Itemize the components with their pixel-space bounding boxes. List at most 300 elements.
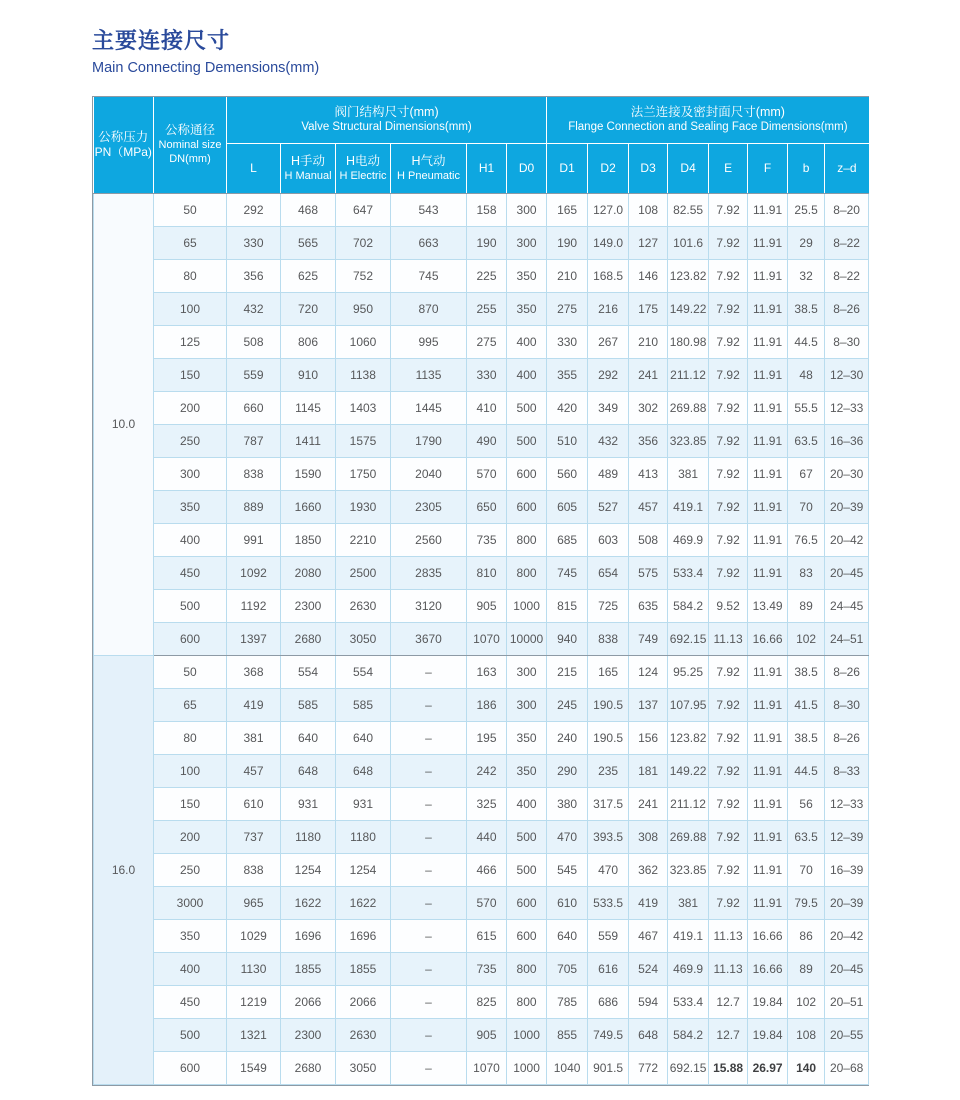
page-subtitle: Main Connecting Demensions(mm)	[92, 60, 320, 76]
dn-value: 600	[154, 1051, 227, 1084]
table-cell: 215	[547, 655, 588, 688]
pn-value: 10.0	[94, 193, 154, 655]
table-cell: 2500	[336, 556, 391, 589]
table-cell: 1130	[227, 952, 281, 985]
table-cell: 211.12	[668, 358, 709, 391]
table-cell: 11.91	[748, 655, 788, 688]
table-cell: 1575	[336, 424, 391, 457]
column-header	[709, 143, 748, 193]
table-cell: 2066	[281, 985, 336, 1018]
table-cell: 2560	[391, 523, 467, 556]
table-cell: –	[391, 985, 467, 1018]
group-header-flange	[547, 97, 869, 143]
table-cell: 1696	[336, 919, 391, 952]
table-cell: 48	[788, 358, 825, 391]
table-cell: –	[391, 754, 467, 787]
table-cell: 650	[467, 490, 507, 523]
table-cell: 720	[281, 292, 336, 325]
table-row	[94, 325, 869, 358]
table-cell: 195	[467, 721, 507, 754]
table-cell: 20–51	[825, 985, 869, 1018]
table-cell: 466	[467, 853, 507, 886]
table-cell: 692.15	[668, 1051, 709, 1084]
table-cell: 545	[547, 853, 588, 886]
dn-value: 600	[154, 622, 227, 655]
table-cell: 692.15	[668, 622, 709, 655]
table-cell: 149.22	[668, 754, 709, 787]
table-cell: 16–36	[825, 424, 869, 457]
table-cell: 543	[391, 193, 467, 226]
table-row	[94, 457, 869, 490]
table-cell: 500	[507, 391, 547, 424]
table-cell: 350	[507, 721, 547, 754]
table-cell: 749	[629, 622, 668, 655]
table-cell: 211.12	[668, 787, 709, 820]
table-cell: 889	[227, 490, 281, 523]
table-cell: 168.5	[588, 259, 629, 292]
table-cell: 8–22	[825, 259, 869, 292]
table-cell: 381	[668, 886, 709, 919]
table-cell: 11.91	[748, 292, 788, 325]
table-cell: 1180	[336, 820, 391, 853]
table-cell: 3050	[336, 622, 391, 655]
table-cell: –	[391, 952, 467, 985]
table-cell: –	[391, 688, 467, 721]
table-cell: 11.91	[748, 490, 788, 523]
table-cell: 11.91	[748, 721, 788, 754]
column-header-zh: H手动	[290, 153, 326, 168]
table-cell: 140	[788, 1051, 825, 1084]
table-cell: 16–39	[825, 853, 869, 886]
table-cell: 2630	[336, 1018, 391, 1051]
table-cell: 11.13	[709, 952, 748, 985]
table-cell: 616	[588, 952, 629, 985]
table-cell: 654	[588, 556, 629, 589]
table-cell: 838	[227, 457, 281, 490]
table-row	[94, 688, 869, 721]
table-cell: 585	[336, 688, 391, 721]
table-cell: 190	[547, 226, 588, 259]
dn-value: 65	[154, 688, 227, 721]
table-cell: 381	[668, 457, 709, 490]
table-cell: 350	[507, 292, 547, 325]
table-cell: 11.91	[748, 556, 788, 589]
dn-value: 500	[154, 589, 227, 622]
table-cell: 991	[227, 523, 281, 556]
table-cell: 38.5	[788, 721, 825, 754]
table-cell: 7.92	[709, 721, 748, 754]
table-row	[94, 721, 869, 754]
table-cell: 19.84	[748, 1018, 788, 1051]
dn-value: 3000	[154, 886, 227, 919]
table-cell: 102	[788, 622, 825, 655]
table-cell: 181	[629, 754, 668, 787]
table-cell: 330	[227, 226, 281, 259]
table-cell: 1660	[281, 490, 336, 523]
table-cell: 2040	[391, 457, 467, 490]
table-cell: 127	[629, 226, 668, 259]
table-cell: 737	[227, 820, 281, 853]
table-cell: 570	[467, 457, 507, 490]
dn-value: 65	[154, 226, 227, 259]
table-cell: 468	[281, 193, 336, 226]
column-header-label: z–d	[837, 161, 857, 175]
dn-value: 300	[154, 457, 227, 490]
table-cell: 508	[227, 325, 281, 358]
table-cell: 685	[547, 523, 588, 556]
table-cell: 615	[467, 919, 507, 952]
dn-value: 150	[154, 787, 227, 820]
table-cell: 12.7	[709, 1018, 748, 1051]
table-cell: –	[391, 1018, 467, 1051]
dn-value: 150	[154, 358, 227, 391]
page-title: 主要连接尺寸	[92, 28, 231, 53]
table-cell: 7.92	[709, 655, 748, 688]
table-cell: 56	[788, 787, 825, 820]
table-cell: –	[391, 721, 467, 754]
table-cell: 838	[227, 853, 281, 886]
table-cell: 269.88	[668, 391, 709, 424]
table-cell: 165	[547, 193, 588, 226]
table-cell: 25.5	[788, 193, 825, 226]
table-cell: 20–39	[825, 886, 869, 919]
table-cell: 175	[629, 292, 668, 325]
table-row	[94, 1051, 869, 1084]
table-cell: 101.6	[668, 226, 709, 259]
table-cell: 15.88	[709, 1051, 748, 1084]
table-cell: 8–30	[825, 688, 869, 721]
table-cell: 527	[588, 490, 629, 523]
table-row	[94, 556, 869, 589]
table-cell: 400	[507, 325, 547, 358]
table-cell: 20–45	[825, 556, 869, 589]
table-cell: 745	[391, 259, 467, 292]
table-row	[94, 292, 869, 325]
dn-value: 450	[154, 556, 227, 589]
table-cell: 20–30	[825, 457, 869, 490]
title-block	[92, 24, 319, 76]
table-cell: 302	[629, 391, 668, 424]
table-cell: 210	[547, 259, 588, 292]
table-cell: 165	[588, 655, 629, 688]
table-cell: 323.85	[668, 424, 709, 457]
table-cell: 965	[227, 886, 281, 919]
table-cell: 186	[467, 688, 507, 721]
column-header-label: D1	[559, 161, 575, 175]
column-header-label: D0	[518, 161, 535, 175]
table-cell: 275	[467, 325, 507, 358]
table-cell: 1092	[227, 556, 281, 589]
table-cell: 11.91	[748, 754, 788, 787]
table-cell: 20–39	[825, 490, 869, 523]
table-cell: 995	[391, 325, 467, 358]
table-row	[94, 787, 869, 820]
table-cell: 400	[507, 787, 547, 820]
table-cell: 11.91	[748, 787, 788, 820]
table-cell: 8–26	[825, 292, 869, 325]
table-cell: –	[391, 919, 467, 952]
table-cell: 393.5	[588, 820, 629, 853]
table-cell: 1549	[227, 1051, 281, 1084]
table-cell: 800	[507, 985, 547, 1018]
table-row	[94, 853, 869, 886]
table-cell: 349	[588, 391, 629, 424]
table-cell: 7.92	[709, 754, 748, 787]
table-cell: 7.92	[709, 424, 748, 457]
table-cell: 8–22	[825, 226, 869, 259]
table-cell: 107.95	[668, 688, 709, 721]
table-cell: 368	[227, 655, 281, 688]
table-row	[94, 1018, 869, 1051]
table-row	[94, 523, 869, 556]
table-cell: 500	[507, 853, 547, 886]
table-cell: 63.5	[788, 820, 825, 853]
table-cell: 1411	[281, 424, 336, 457]
table-cell: 245	[547, 688, 588, 721]
table-cell: 225	[467, 259, 507, 292]
table-cell: 20–68	[825, 1051, 869, 1084]
table-cell: 7.92	[709, 193, 748, 226]
table-cell: 241	[629, 358, 668, 391]
table-cell: 190	[467, 226, 507, 259]
table-cell: 806	[281, 325, 336, 358]
table-cell: 413	[629, 457, 668, 490]
table-cell: 8–20	[825, 193, 869, 226]
table-cell: 350	[507, 754, 547, 787]
table-cell: 242	[467, 754, 507, 787]
table-cell: 469.9	[668, 523, 709, 556]
table-cell: 70	[788, 490, 825, 523]
table-cell: 1029	[227, 919, 281, 952]
table-cell: 300	[507, 688, 547, 721]
table-cell: 269.88	[668, 820, 709, 853]
dn-value: 400	[154, 523, 227, 556]
table-cell: 7.92	[709, 787, 748, 820]
table-cell: 11.91	[748, 820, 788, 853]
table-cell: 79.5	[788, 886, 825, 919]
table-cell: 19.84	[748, 985, 788, 1018]
table-cell: 180.98	[668, 325, 709, 358]
table-cell: 11.13	[709, 919, 748, 952]
table-cell: 735	[467, 952, 507, 985]
dn-value: 200	[154, 820, 227, 853]
table-cell: 7.92	[709, 556, 748, 589]
table-cell: 20–42	[825, 919, 869, 952]
table-cell: 82.55	[668, 193, 709, 226]
column-header	[547, 143, 588, 193]
table-cell: 292	[227, 193, 281, 226]
table-cell: 356	[227, 259, 281, 292]
table-cell: 787	[227, 424, 281, 457]
column-header-label: E	[724, 161, 733, 175]
table-row	[94, 655, 869, 688]
dn-value: 100	[154, 292, 227, 325]
table-cell: 11.91	[748, 358, 788, 391]
column-header-dn	[154, 97, 227, 193]
dn-value: 125	[154, 325, 227, 358]
table-cell: 89	[788, 589, 825, 622]
table-cell: 1850	[281, 523, 336, 556]
table-cell: 308	[629, 820, 668, 853]
table-cell: 355	[547, 358, 588, 391]
table-cell: 584.2	[668, 589, 709, 622]
table-cell: 89	[788, 952, 825, 985]
column-header	[281, 143, 336, 193]
table-cell: 16.66	[748, 952, 788, 985]
table-cell: 600	[507, 919, 547, 952]
table-cell: 648	[336, 754, 391, 787]
table-cell: 610	[227, 787, 281, 820]
table-row	[94, 226, 869, 259]
table-cell: 1070	[467, 622, 507, 655]
table-cell: 1750	[336, 457, 391, 490]
table-cell: 2210	[336, 523, 391, 556]
dn-header-en2: DN(mm)	[169, 153, 211, 166]
table-cell: 1590	[281, 457, 336, 490]
table-cell: 901.5	[588, 1051, 629, 1084]
table-cell: 1040	[547, 1051, 588, 1084]
dn-value: 400	[154, 952, 227, 985]
table-cell: 702	[336, 226, 391, 259]
dn-value: 250	[154, 853, 227, 886]
table-cell: 123.82	[668, 721, 709, 754]
table-cell: 640	[336, 721, 391, 754]
table-cell: 905	[467, 1018, 507, 1051]
table-row	[94, 820, 869, 853]
table-cell: 13.49	[748, 589, 788, 622]
column-header	[507, 143, 547, 193]
column-header-label: D2	[600, 161, 616, 175]
dn-value: 500	[154, 1018, 227, 1051]
column-header-en: H Pneumatic	[397, 169, 460, 182]
table-cell: 83	[788, 556, 825, 589]
table-cell: 800	[507, 556, 547, 589]
table-cell: 470	[588, 853, 629, 886]
dn-value: 350	[154, 919, 227, 952]
table-cell: 292	[588, 358, 629, 391]
dn-value: 80	[154, 259, 227, 292]
table-cell: 11.91	[748, 193, 788, 226]
table-cell: 11.91	[748, 886, 788, 919]
table-cell: 1060	[336, 325, 391, 358]
column-header	[227, 143, 281, 193]
table-cell: 146	[629, 259, 668, 292]
table-cell: 3050	[336, 1051, 391, 1084]
table-cell: 508	[629, 523, 668, 556]
table-cell: 350	[507, 259, 547, 292]
table-cell: 108	[629, 193, 668, 226]
table-cell: 1135	[391, 358, 467, 391]
table-cell: 940	[547, 622, 588, 655]
table-cell: 3120	[391, 589, 467, 622]
table-cell: 648	[281, 754, 336, 787]
table-cell: 749.5	[588, 1018, 629, 1051]
table-cell: 11.91	[748, 457, 788, 490]
table-cell: 24–51	[825, 622, 869, 655]
table-cell: 11.91	[748, 226, 788, 259]
table-cell: 41.5	[788, 688, 825, 721]
table-cell: 533.4	[668, 985, 709, 1018]
table-cell: 1445	[391, 391, 467, 424]
table-cell: 2680	[281, 622, 336, 655]
table-cell: 1321	[227, 1018, 281, 1051]
table-cell: 24–45	[825, 589, 869, 622]
table-cell: 1622	[336, 886, 391, 919]
table-cell: 419.1	[668, 919, 709, 952]
table-cell: 600	[507, 457, 547, 490]
table-cell: 1000	[507, 589, 547, 622]
table-cell: 469.9	[668, 952, 709, 985]
table-cell: 1930	[336, 490, 391, 523]
table-cell: 745	[547, 556, 588, 589]
column-header	[788, 143, 825, 193]
table-cell: 11.91	[748, 424, 788, 457]
table-cell: 330	[467, 358, 507, 391]
table-cell: 2300	[281, 589, 336, 622]
dn-value: 100	[154, 754, 227, 787]
table-cell: 38.5	[788, 655, 825, 688]
dn-value: 350	[154, 490, 227, 523]
table-cell: 855	[547, 1018, 588, 1051]
table-cell: 20–42	[825, 523, 869, 556]
table-cell: 7.92	[709, 523, 748, 556]
table-cell: 11.91	[748, 853, 788, 886]
table-cell: 32	[788, 259, 825, 292]
table-row	[94, 985, 869, 1018]
table-cell: 533.4	[668, 556, 709, 589]
column-header-label: D4	[680, 161, 696, 175]
table-cell: 2305	[391, 490, 467, 523]
column-header-en: H Manual	[284, 169, 332, 182]
table-cell: 255	[467, 292, 507, 325]
table-cell: 785	[547, 985, 588, 1018]
table-cell: 7.92	[709, 886, 748, 919]
table-cell: 500	[507, 820, 547, 853]
column-header	[467, 143, 507, 193]
table-cell: 2835	[391, 556, 467, 589]
table-cell: 210	[629, 325, 668, 358]
table-cell: 11.91	[748, 391, 788, 424]
table-cell: 2080	[281, 556, 336, 589]
table-cell: 127.0	[588, 193, 629, 226]
table-body	[94, 193, 869, 1084]
table-cell: 660	[227, 391, 281, 424]
table-cell: 2300	[281, 1018, 336, 1051]
table-cell: 931	[336, 787, 391, 820]
table-cell: 29	[788, 226, 825, 259]
table-cell: 1254	[336, 853, 391, 886]
column-header-label: H1	[478, 161, 495, 175]
table-cell: 489	[588, 457, 629, 490]
table-cell: 76.5	[788, 523, 825, 556]
table-cell: 267	[588, 325, 629, 358]
table-cell: 10000	[507, 622, 547, 655]
table-cell: 12.7	[709, 985, 748, 1018]
column-header-zh: H气动	[411, 153, 446, 168]
table-cell: 725	[588, 589, 629, 622]
table-cell: 1192	[227, 589, 281, 622]
table-cell: 432	[227, 292, 281, 325]
dn-value: 50	[154, 655, 227, 688]
table-cell: 1145	[281, 391, 336, 424]
table-cell: 1070	[467, 1051, 507, 1084]
table-cell: 524	[629, 952, 668, 985]
column-header-label: D3	[640, 161, 656, 175]
table-cell: 419	[227, 688, 281, 721]
table-cell: 575	[629, 556, 668, 589]
table-cell: 772	[629, 1051, 668, 1084]
column-header-label: F	[763, 161, 772, 175]
